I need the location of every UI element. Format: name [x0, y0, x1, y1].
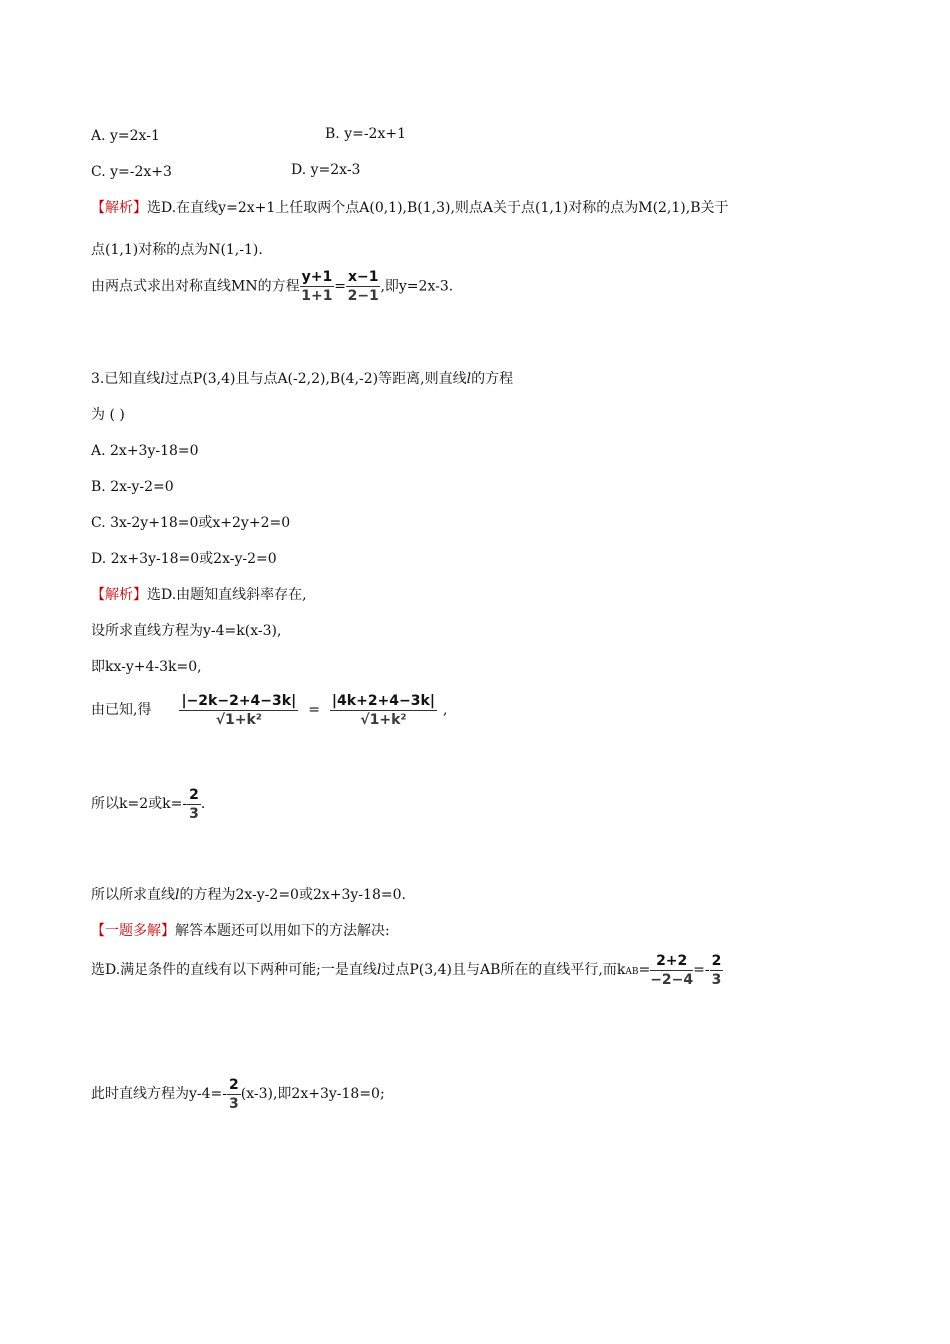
alt-method-text3-pre: 此时直线方程为y-4=-	[91, 1086, 228, 1102]
q3-stem-pre: 3.已知直线	[91, 371, 161, 387]
q2-option-a: A. y=2x-1	[91, 128, 160, 144]
fraction-distance-b	[330, 692, 437, 729]
q3-stem-line2: 为 ( )	[91, 407, 125, 423]
fraction-y-plus-1	[300, 268, 335, 305]
fraction-x-minus-1	[346, 268, 381, 305]
q3-option-b: B. 2x-y-2=0	[91, 479, 174, 495]
line-symbol: l	[160, 371, 165, 387]
q3-stem-mid: 过点P(3,4)且与点A(-2,2),B(4,-2)等距离,则直线	[164, 371, 467, 387]
q3-solution-text6-pre: 所以所求直线	[91, 887, 175, 903]
q2-solution-line1	[91, 198, 729, 218]
fraction-distance-a	[179, 692, 298, 729]
alt-method-text3-post: (x-3),即2x+3y-18=0;	[240, 1086, 385, 1102]
fraction-denominator: 2−1	[347, 288, 379, 304]
fraction-numerator: 2	[189, 786, 199, 803]
equals-minus: =-	[693, 962, 710, 978]
solution-tag: 【解析】	[91, 587, 147, 603]
alt-method-line2	[91, 950, 723, 992]
fraction-numerator: 2	[711, 952, 722, 969]
q3-solution-line2: 设所求直线方程为y-4=k(x-3),	[91, 623, 282, 639]
q2-solution-line3	[91, 268, 453, 305]
fraction-denominator: 1+1	[301, 288, 333, 304]
q3-solution-text6-post: 的方程为2x-y-2=0或2x+3y-18=0.	[179, 887, 406, 903]
q3-option-c: C. 3x-2y+18=0或x+2y+2=0	[91, 515, 291, 531]
q2-solution-line2: 点(1,1)对称的点为N(1,-1).	[91, 242, 263, 258]
q3-solution-line3: 即kx-y+4-3k=0,	[91, 659, 202, 675]
fraction-denominator: 3	[189, 805, 199, 822]
fraction-numerator: 2+2	[650, 952, 693, 971]
q2-option-d: D. y=2x-3	[291, 162, 361, 178]
q3-solution-line6	[91, 885, 406, 905]
fraction-denominator: √1+k²	[360, 711, 407, 728]
fraction-two-thirds	[710, 952, 724, 989]
line-symbol: l	[376, 962, 382, 978]
period: .	[200, 796, 206, 812]
fraction-slope-ab	[650, 952, 693, 989]
fraction-denominator: 3	[711, 971, 722, 988]
fraction-numerator: x−1	[347, 269, 379, 285]
q3-solution-line5	[91, 785, 205, 823]
alt-method-tag: 【一题多解】	[91, 923, 175, 939]
equals-sign: =	[638, 962, 651, 978]
alt-method-text2-pre: 选D.满足条件的直线有以下两种可能;一是直线	[91, 962, 377, 978]
q3-option-a: A. 2x+3y-18=0	[91, 443, 199, 459]
q3-solution-text1: 选D.由题知直线斜率存在,	[147, 587, 307, 603]
fraction-two-thirds	[187, 786, 201, 823]
fraction-numerator: 2	[229, 1076, 239, 1093]
fraction-denominator: √1+k²	[215, 711, 262, 728]
q2-option-c: C. y=-2x+3	[91, 164, 172, 180]
q2-solution-result: ,即y=2x-3.	[380, 278, 454, 295]
q3-stem-post: 的方程	[471, 371, 514, 387]
alt-method-text1: 解答本题还可以用如下的方法解决:	[175, 923, 390, 939]
fraction-numerator: y+1	[301, 269, 333, 285]
q3-solution-line4	[91, 688, 447, 732]
equals-sign: =	[334, 278, 346, 295]
q2-option-b: B. y=-2x+1	[325, 126, 406, 142]
q2-solution-text1: 选D.在直线y=2x+1上任取两个点A(0,1),B(1,3),则点A关于点(1,1)对称的点为M(2,1),B关于	[147, 200, 729, 216]
q3-solution-text5: 所以k=2或k=-	[91, 796, 188, 812]
fraction-denominator: −2−4	[650, 971, 694, 988]
line-symbol: l	[466, 371, 472, 387]
q3-solution-text4: 由已知,得	[91, 702, 152, 718]
q3-stem	[91, 369, 513, 389]
line-symbol: l	[175, 887, 180, 903]
q3-option-d: D. 2x+3y-18=0或2x-y-2=0	[91, 551, 277, 567]
alt-method-line1	[91, 921, 390, 941]
q2-solution-text3: 由两点式求出对称直线MN的方程	[91, 278, 300, 295]
fraction-denominator: 3	[229, 1095, 239, 1112]
slope-subscript: AB	[625, 967, 639, 977]
alt-method-text2-mid: 过点P(3,4)且与AB所在的直线平行,而k	[381, 962, 626, 978]
equals-sign: =	[308, 702, 320, 718]
alt-method-line3	[91, 1075, 385, 1113]
fraction-two-thirds	[227, 1076, 241, 1113]
fraction-numerator: |4k+2+4−3k|	[331, 692, 435, 709]
comma: ,	[442, 702, 448, 718]
solution-tag: 【解析】	[91, 200, 147, 216]
q3-solution-line1	[91, 585, 307, 605]
fraction-numerator: |−2k−2+4−3k|	[181, 692, 297, 709]
